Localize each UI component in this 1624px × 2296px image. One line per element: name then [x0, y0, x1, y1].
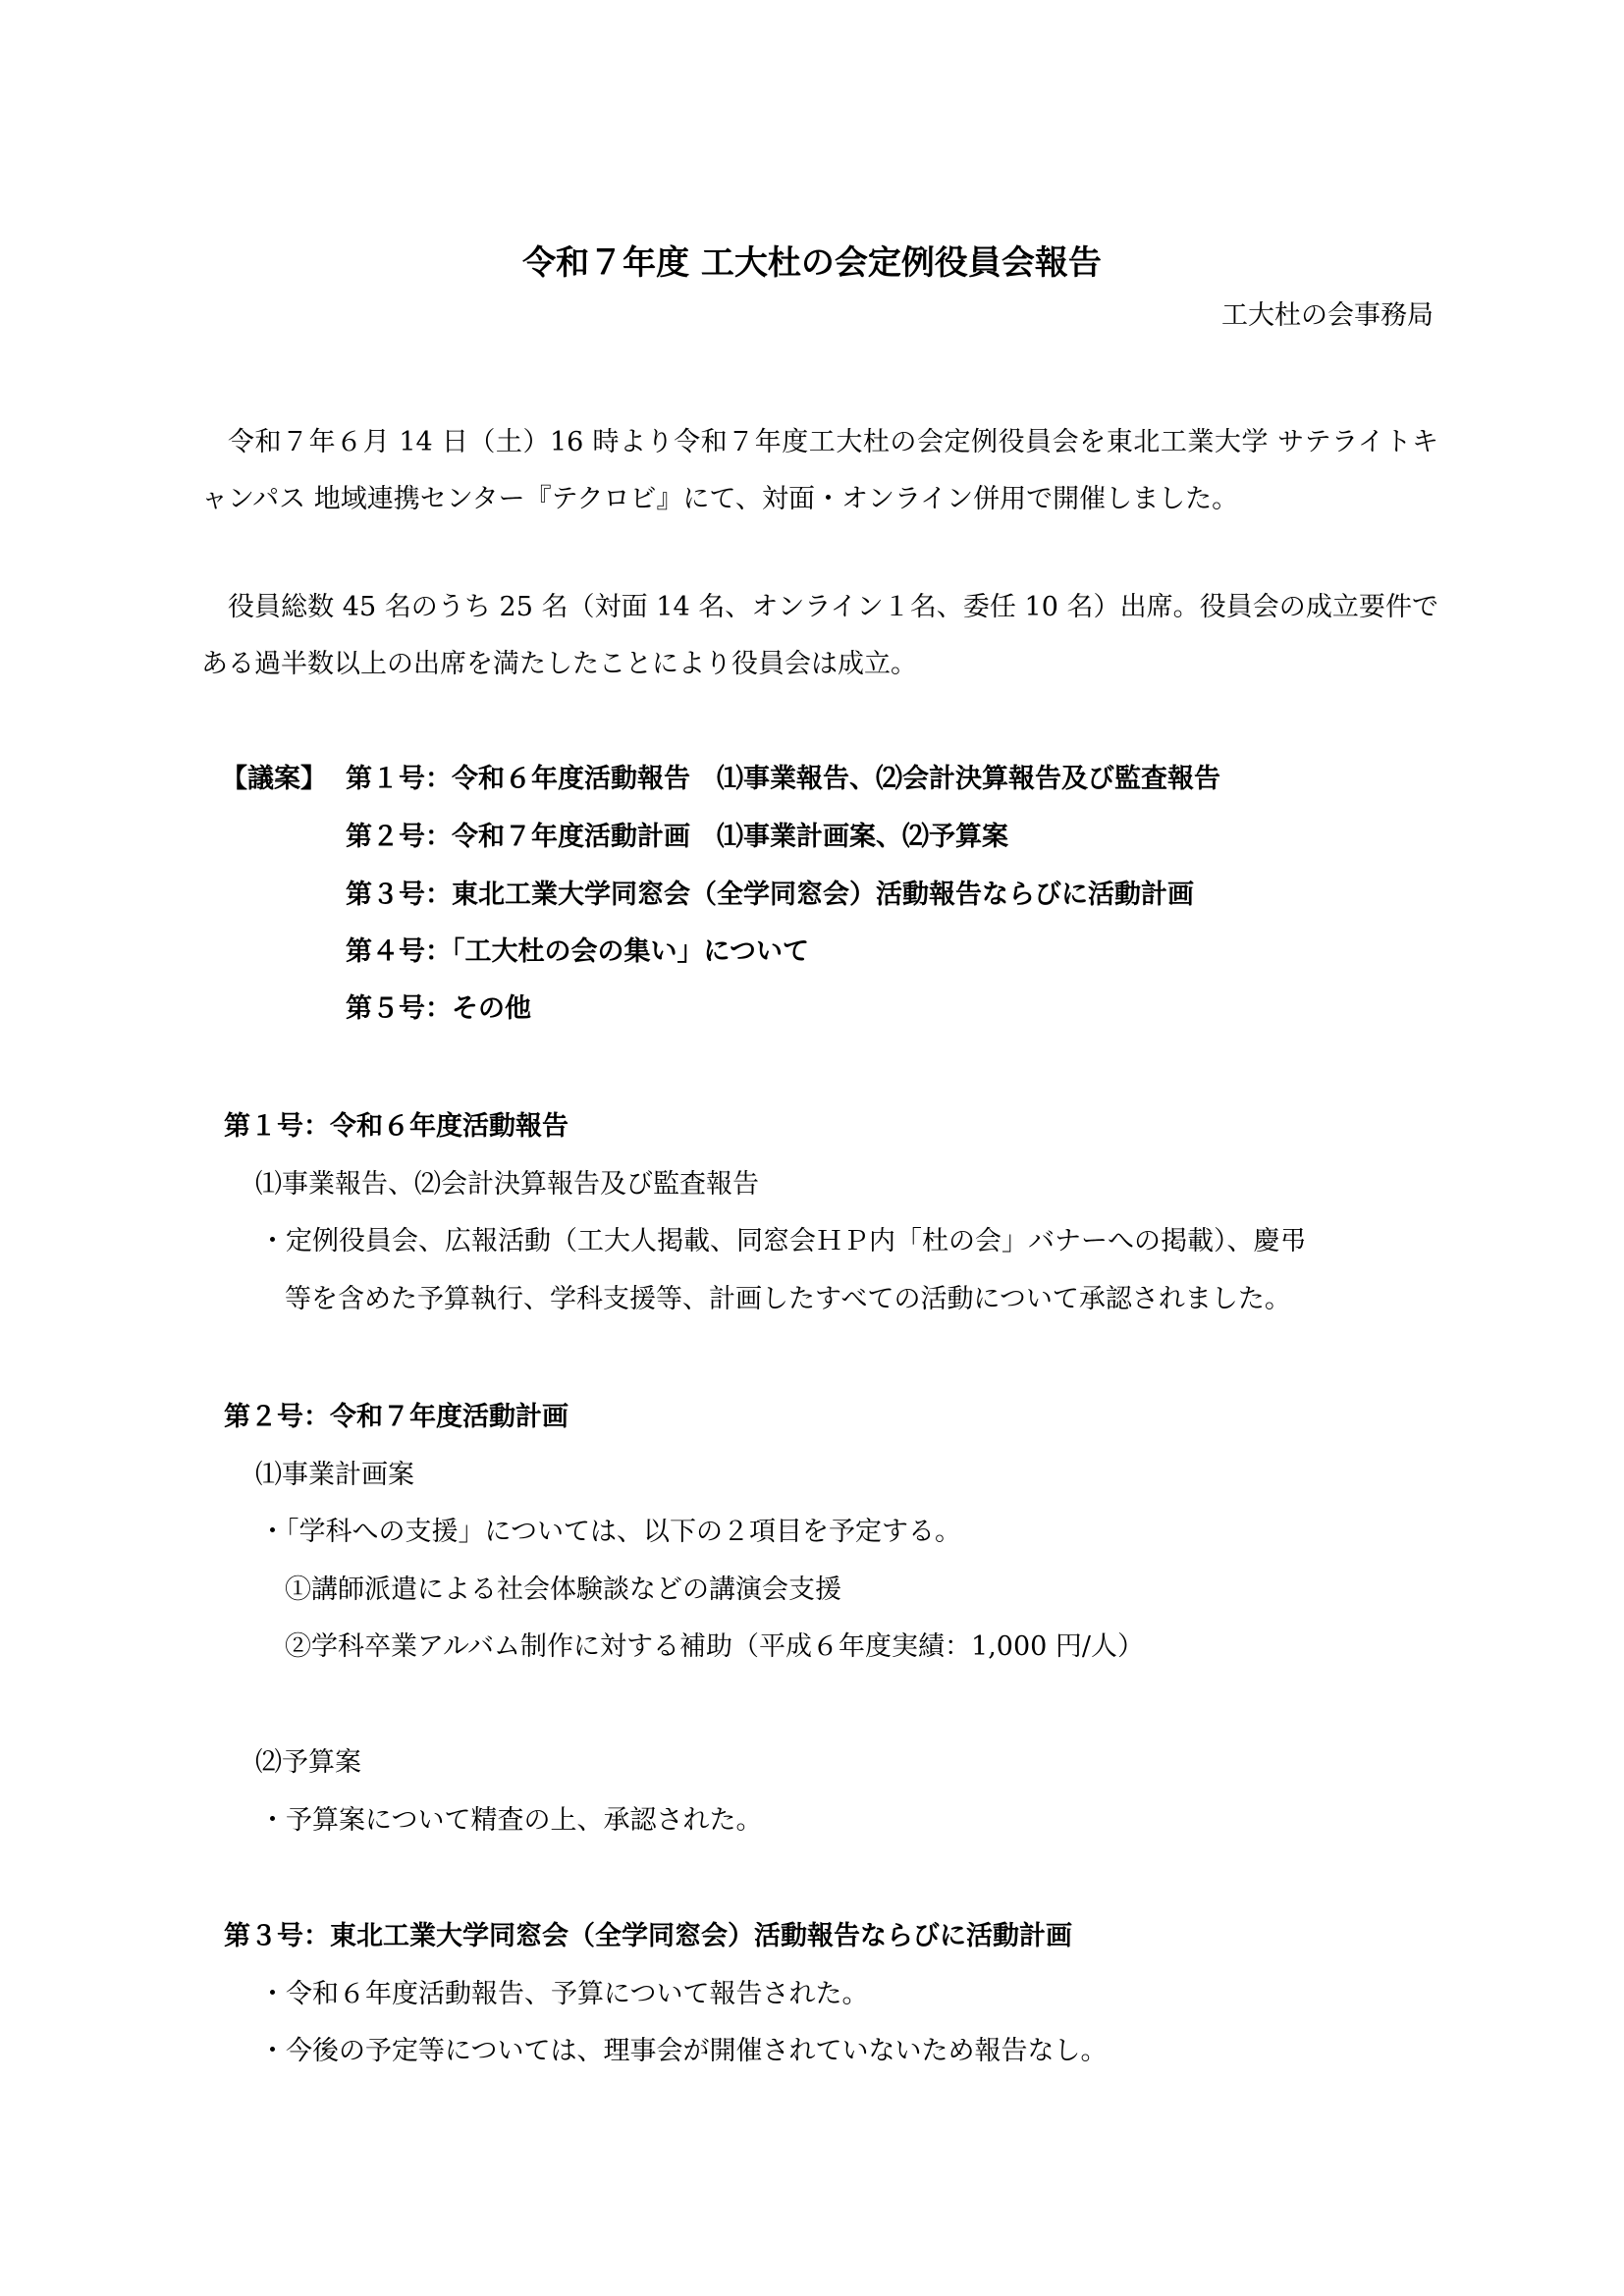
section2-bullet1: ・「学科への支援」については、以下の２項目を予定する。	[259, 1517, 961, 1547]
agenda-item-5: 第５号：その他	[346, 993, 531, 1024]
section2-item2: ②学科卒業アルバム制作に対する補助（平成６年度実績：1,000 円/人）	[285, 1631, 1145, 1662]
section1-subheading: ⑴事業報告、⑵会計決算報告及び監査報告	[255, 1169, 759, 1200]
section2-heading: 第２号：令和７年度活動計画	[224, 1402, 568, 1432]
agenda-label: 【議案】	[221, 764, 327, 794]
attendance-paragraph: 役員総数 45 名のうち 25 名（対面 14 名、オンライン１名、委任 10 名）出席。役員会の成立要件である過半数以上の出席を満たしたことにより役員会は成立。	[201, 592, 1438, 679]
issuing-office: 工大杜の会事務局	[1221, 300, 1434, 331]
section2-item1: ①講師派遣による社会体験談などの講演会支援	[285, 1575, 841, 1605]
agenda-item-3: 第３号：東北工業大学同窓会（全学同窓会）活動報告ならびに活動計画	[346, 880, 1194, 910]
section3-heading: 第３号：東北工業大学同窓会（全学同窓会）活動報告ならびに活動計画	[224, 1921, 1072, 1951]
section3-bullet2: ・今後の予定等については、理事会が開催されていないため報告なし。	[259, 2036, 1108, 2066]
section1-heading: 第１号：令和６年度活動報告	[224, 1111, 568, 1142]
section2-sub2: ⑵予算案	[255, 1747, 361, 1778]
document-title: 令和７年度 工大杜の会定例役員会報告	[522, 243, 1102, 283]
section3-bullet1: ・令和６年度活動報告、予算について報告された。	[259, 1979, 869, 2009]
agenda-item-1: 第１号：令和６年度活動報告 ⑴事業報告、⑵会計決算報告及び監査報告	[346, 764, 1220, 794]
agenda-item-4: 第４号：「工大杜の会の集い」について	[346, 936, 809, 967]
section2-sub1: ⑴事業計画案	[255, 1460, 414, 1490]
section1-bullet-line2: 等を含めた予算執行、学科支援等、計画したすべての活動について承認されました。	[285, 1284, 1291, 1314]
section1-bullet-line1: ・定例役員会、広報活動（工大人掲載、同窓会ＨＰ内「杜の会」バナーへの掲載）、慶弔	[259, 1226, 1307, 1256]
intro-paragraph: 令和７年６月 14 日（土）16 時より令和７年度工大杜の会定例役員会を東北工業大学 サテライトキャンパス 地域連携センター『テクロビ』にて、対面・オンライン併用で開催しました。	[201, 427, 1438, 514]
section2-bullet2: ・予算案について精査の上、承認された。	[259, 1805, 763, 1836]
agenda-item-2: 第２号：令和７年度活動計画 ⑴事業計画案、⑵予算案	[346, 822, 1008, 852]
